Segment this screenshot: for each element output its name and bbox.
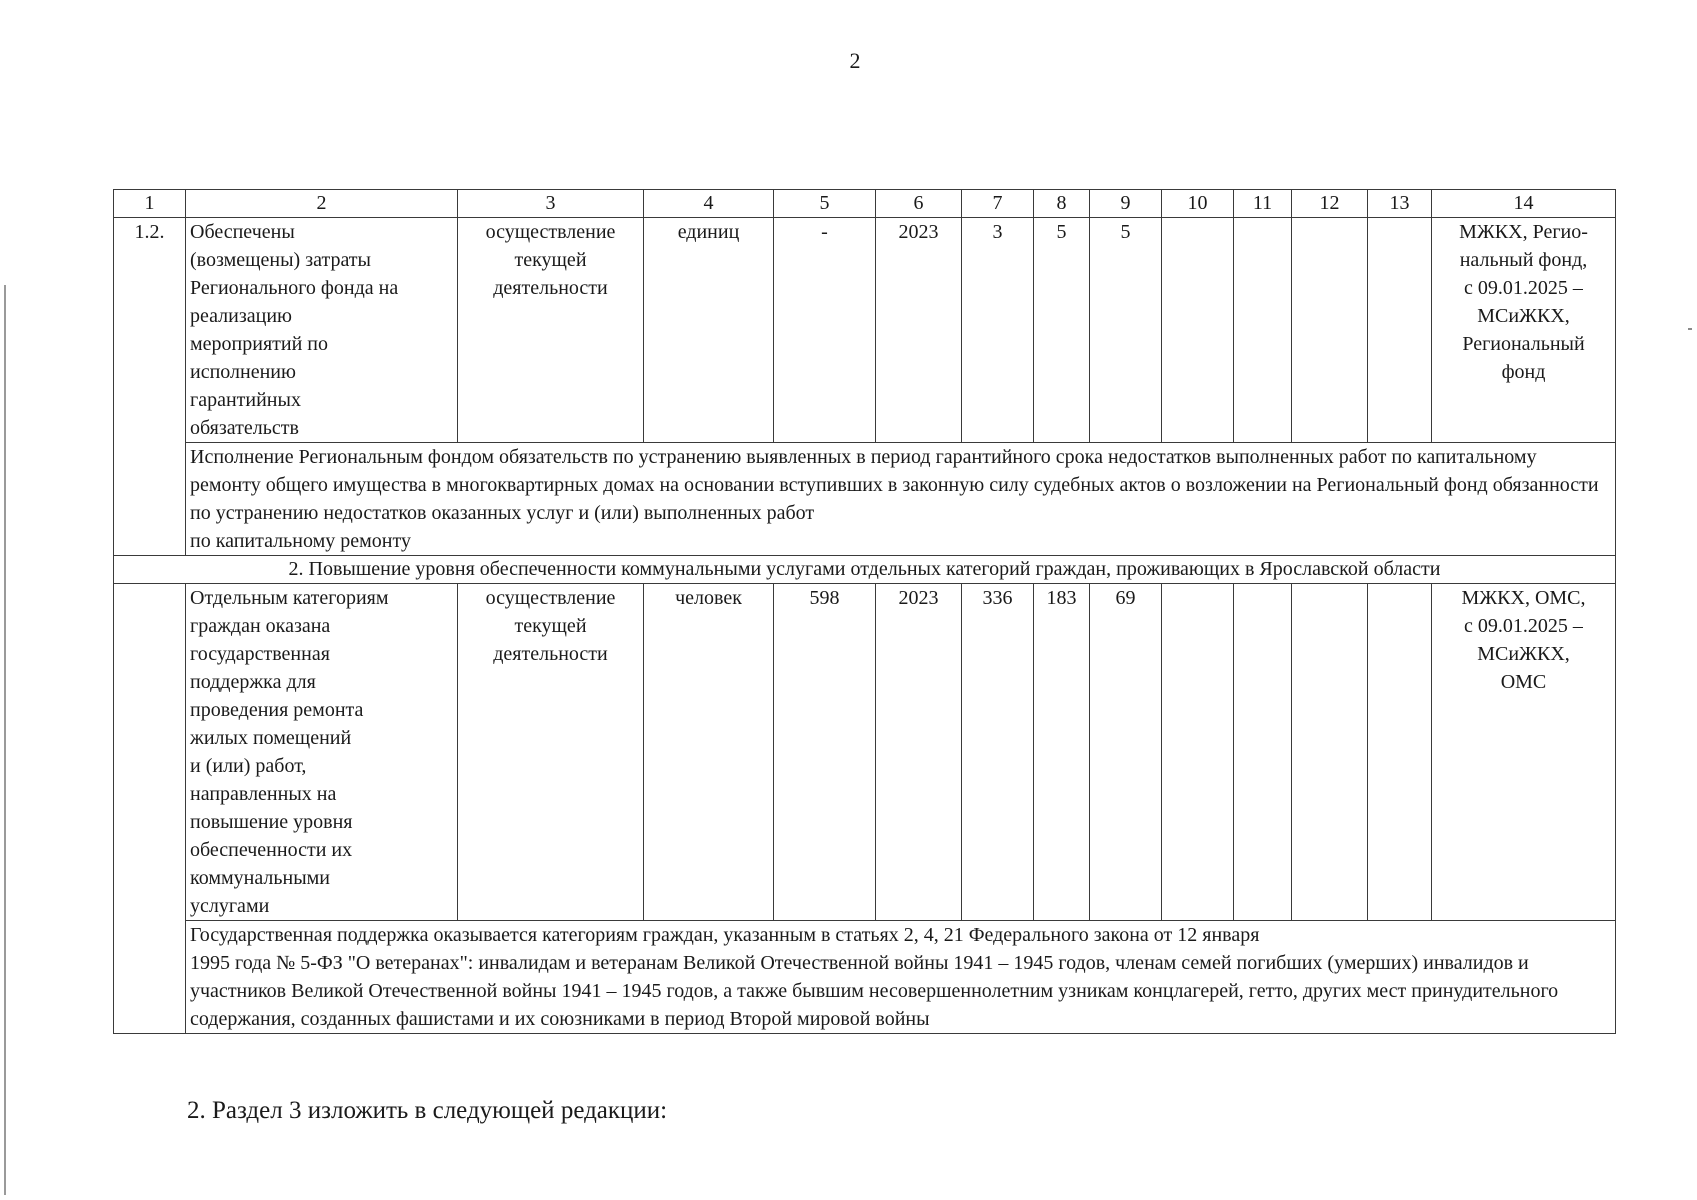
table-row [114, 584, 1616, 921]
header-cell: 9 [1090, 190, 1162, 218]
unit-cell: человек [644, 584, 774, 921]
row-number [114, 584, 186, 1034]
program-table [113, 189, 1616, 1034]
value-cell [1162, 584, 1234, 921]
value-cell: 3 [962, 218, 1034, 443]
header-cell: 11 [1234, 190, 1292, 218]
base-year-cell: 2023 [876, 584, 962, 921]
header-cell: 1 [114, 190, 186, 218]
section-instruction: 2. Раздел 3 изложить в следующей редакции: [187, 1097, 668, 1124]
header-cell: 4 [644, 190, 774, 218]
value-cell [1162, 218, 1234, 443]
value-cell: 69 [1090, 584, 1162, 921]
type-cell: осуществление текущей деятельности [458, 218, 644, 443]
header-cell: 3 [458, 190, 644, 218]
note-cell: Государственная поддержка оказывается категориям граждан, указанным в статьях 2, 4, 21 Федерального закона от 12 января 1995 года № 5-ФЗ "О ветеранах": инвалидам и ветеранам Великой Отечественной войны 1941 – 1945 годов, членам семей погибших (умерших) инвалидов и участников Великой Отечественной войны 1941 – 1945 годов, а также бывшим несовершеннолетним узникам концлагерей, гетто, других мест принудительного содержания, созданных фашистами и их союзниками в период Второй мировой войны [186, 921, 1616, 1034]
header-cell: 6 [876, 190, 962, 218]
responsible-cell: МЖКХ, ОМС, с 09.01.2025 – МСиЖКХ, ОМС [1432, 584, 1616, 921]
header-cell: 2 [186, 190, 458, 218]
value-cell [1234, 218, 1292, 443]
type-cell: осуществление текущей деятельности [458, 584, 644, 921]
value-cell [1234, 584, 1292, 921]
header-cell: 14 [1432, 190, 1616, 218]
value-cell [1292, 218, 1368, 443]
table-row [114, 218, 1616, 443]
scan-mark [1688, 328, 1692, 330]
section-title: 2. Повышение уровня обеспеченности коммунальными услугами отдельных категорий граждан, проживающих в Ярославской области [114, 556, 1616, 584]
header-cell: 10 [1162, 190, 1234, 218]
header-cell: 12 [1292, 190, 1368, 218]
value-cell [1368, 218, 1432, 443]
page-number: 2 [849, 48, 861, 73]
value-cell [1368, 584, 1432, 921]
base-value-cell: 598 [774, 584, 876, 921]
value-cell: 336 [962, 584, 1034, 921]
value-cell: 5 [1034, 218, 1090, 443]
task-cell: Обеспечены (возмещены) затраты Регионального фонда на реализацию мероприятий по исполнению гарантийных обязательств [186, 218, 458, 443]
value-cell [1292, 584, 1368, 921]
header-cell: 8 [1034, 190, 1090, 218]
value-cell: 183 [1034, 584, 1090, 921]
value-cell: 5 [1090, 218, 1162, 443]
row-number: 1.2. [114, 218, 186, 556]
unit-cell: единиц [644, 218, 774, 443]
table-note-row [114, 921, 1616, 1034]
note-cell: Исполнение Региональным фондом обязательств по устранению выявленных в период гарантийного срока недостатков выполненных работ по капитальному ремонту общего имущества в многоквартирных домах на основании вступивших в законную силу судебных актов о возложении на Региональный фонд обязанности по устранению недостатков оказанных услуг и (или) выполненных работ по капитальному ремонту [186, 443, 1616, 556]
base-value-cell: - [774, 218, 876, 443]
section-row [114, 556, 1616, 584]
scan-edge-line [4, 285, 6, 1195]
header-cell: 5 [774, 190, 876, 218]
header-cell: 13 [1368, 190, 1432, 218]
responsible-cell: МЖКХ, Регио- нальный фонд, с 09.01.2025 – МСиЖКХ, Региональный фонд [1432, 218, 1616, 443]
table-header-row [114, 190, 1616, 218]
task-cell: Отдельным категориям граждан оказана государственная поддержка для проведения ремонта жилых помещений и (или) работ, направленных на повышение уровня обеспеченности их коммунальными услугами [186, 584, 458, 921]
base-year-cell: 2023 [876, 218, 962, 443]
table-note-row [114, 443, 1616, 556]
header-cell: 7 [962, 190, 1034, 218]
